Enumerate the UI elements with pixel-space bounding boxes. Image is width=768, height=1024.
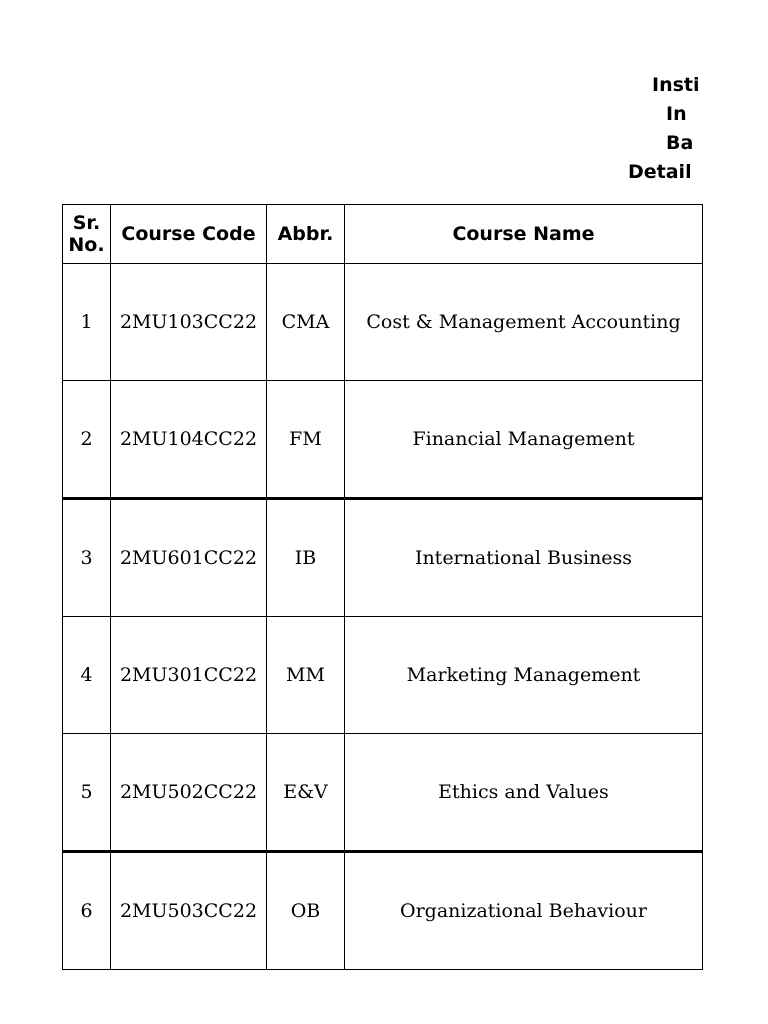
cell-course-name: International Business — [345, 499, 703, 617]
cell-abbr: CMA — [267, 264, 345, 381]
cell-sr-no: 6 — [63, 852, 111, 970]
cell-course-code: 2MU503CC22 — [111, 852, 267, 970]
cell-course-code: 2MU301CC22 — [111, 617, 267, 734]
cell-course-code: 2MU104CC22 — [111, 381, 267, 499]
table-row — [63, 852, 703, 970]
cell-course-code: 2MU502CC22 — [111, 734, 267, 852]
cell-course-code: 2MU103CC22 — [111, 264, 267, 381]
cell-sr-no: 4 — [63, 617, 111, 734]
header-line-institute: Insti — [652, 74, 700, 96]
table-row — [63, 381, 703, 499]
header-line-2: In — [666, 103, 687, 125]
col-header-abbr: Abbr. — [267, 205, 345, 264]
cell-sr-no: 2 — [63, 381, 111, 499]
table-row — [63, 264, 703, 381]
course-table — [62, 204, 703, 970]
table-row — [63, 617, 703, 734]
header-line-3: Ba — [666, 132, 694, 154]
cell-abbr: MM — [267, 617, 345, 734]
table-header-row — [63, 205, 703, 264]
header-line-details: Detail — [628, 161, 692, 183]
cell-sr-no: 5 — [63, 734, 111, 852]
col-header-sr-no: Sr. No. — [63, 205, 111, 264]
cell-abbr: E&V — [267, 734, 345, 852]
cell-course-name: Cost & Management Accounting — [345, 264, 703, 381]
cell-sr-no: 3 — [63, 499, 111, 617]
table-row — [63, 499, 703, 617]
cell-abbr: OB — [267, 852, 345, 970]
col-header-course-name: Course Name — [345, 205, 703, 264]
cell-abbr: IB — [267, 499, 345, 617]
cell-course-name: Financial Management — [345, 381, 703, 499]
cell-sr-no: 1 — [63, 264, 111, 381]
cell-abbr: FM — [267, 381, 345, 499]
cell-course-code: 2MU601CC22 — [111, 499, 267, 617]
col-header-course-code: Course Code — [111, 205, 267, 264]
cell-course-name: Ethics and Values — [345, 734, 703, 852]
table-row — [63, 734, 703, 852]
cell-course-name: Organizational Behaviour — [345, 852, 703, 970]
cell-course-name: Marketing Management — [345, 617, 703, 734]
